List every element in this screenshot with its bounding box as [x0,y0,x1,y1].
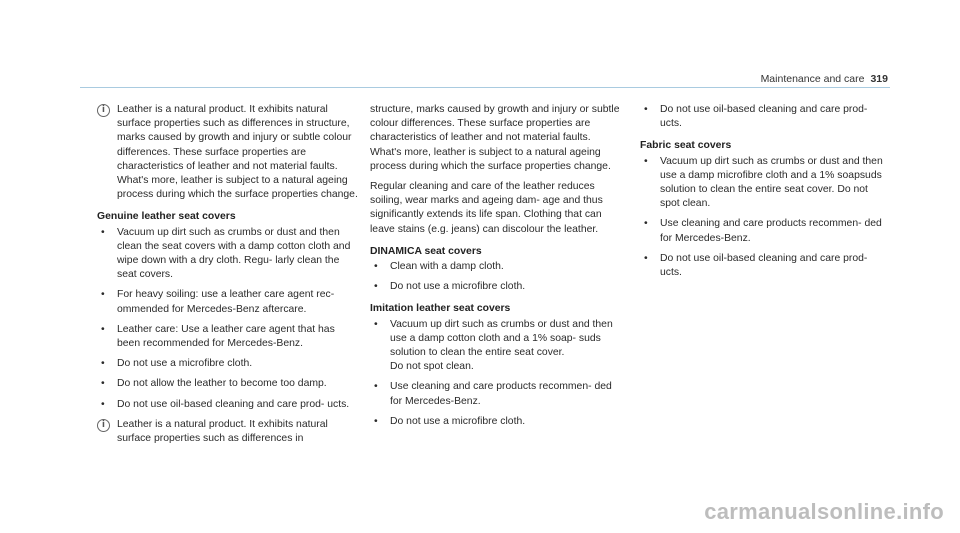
list-item [370,260,622,274]
bullet-icon: • [374,261,378,273]
list-item [370,280,622,294]
list-item-text: Vacuum up dirt such as crumbs or dust and then use a damp microfibre cloth and a 1% soapsuds solution to clean the entire seat cover. Do not spot clean. [660,155,883,210]
section-title: Maintenance and care [760,73,865,85]
list-item [640,217,890,245]
list-item [640,155,890,212]
paragraph: structure, marks caused by growth and injury or subtle colour differences. These surface properties are characteristics of leather and not material faults. What's more, leather is subject to a natural ageing process during which the surface properties change. [370,104,620,172]
column-1 [97,103,359,453]
bullet-icon: • [101,226,105,238]
bullet-icon: • [374,281,378,293]
list-item [640,103,890,131]
list-item-text: Do not use oil-based cleaning and care prod- ucts. [660,104,868,130]
list-item-text: Leather care: Use a leather care agent that has been recommended for Mercedes-Benz. [117,323,335,350]
column-2 [370,103,622,435]
bullet-icon: • [644,218,648,230]
paragraph: Regular cleaning and care of the leather reduces soiling, wear marks and ageing dam- age and thus significantly extends its life span. Clothing that can leave stains (e.g. jeans) can discolour the leather. [370,181,603,235]
list-item [97,323,359,351]
list-item [97,226,359,283]
page-number: 319 [870,73,888,85]
list-item [370,380,622,408]
list-item-text: Do not use a microfibre cloth. [117,358,253,370]
list-item-note: Do not spot clean. [390,361,474,373]
info-icon: i [97,419,110,432]
list-item-text: For heavy soiling: use a leather care agent rec- ommended for Mercedes-Benz aftercare. [117,289,335,315]
list-item [97,398,359,412]
list-item [97,288,359,316]
list-item-text: Use cleaning and care products recommen- ded for Mercedes-Benz. [660,218,882,244]
bullet-icon: • [644,252,648,264]
list-item [97,357,359,371]
section-heading: Genuine leather seat covers [97,211,236,223]
note-text: Leather is a natural product. It exhibits natural surface properties such as differences in structure, marks caused by growth and injury or subtle colour differences. These surface properties are characteristics of leather and not material faults. What's more, leather is subject to a natural ageing process during which the surface properties change. [117,104,358,201]
section-heading: Imitation leather seat covers [370,303,511,315]
list-item-text: Do not use a microfibre cloth. [390,281,526,293]
column-3 [640,103,890,286]
info-icon: i [97,104,110,117]
list-item [370,415,622,429]
bullet-icon: • [101,289,105,301]
bullet-icon: • [644,104,648,115]
bullet-icon: • [374,381,378,393]
list-item-text: Do not use oil-based cleaning and care prod- ucts. [117,398,350,410]
list-item [370,318,622,361]
header-rule [80,87,890,88]
list-item-text: Use cleaning and care products recommen- ded for Mercedes-Benz. [390,381,612,407]
list-item-text: Vacuum up dirt such as crumbs or dust and then use a damp cotton cloth and a 1% soap- suds solution to clean the entire seat cover. [390,318,613,359]
section-heading: DINAMICA seat covers [370,245,482,257]
list-item [640,252,890,280]
bullet-icon: • [101,378,105,390]
bullet-icon: • [374,415,378,427]
list-item [97,377,359,391]
list-item-text: Clean with a damp cloth. [390,261,504,273]
bullet-icon: • [374,318,378,330]
note-block [97,103,359,202]
bullet-icon: • [101,358,105,370]
note-text: Leather is a natural product. It exhibits natural surface properties such as differences in [117,418,328,445]
watermark: carmanualsonline.info [704,499,944,524]
section-heading: Fabric seat covers [640,140,732,152]
list-item-text: Vacuum up dirt such as crumbs or dust and then clean the seat covers with a damp cotton cloth and wipe down with a dry cloth. Regu- larly clean the seat covers. [117,226,351,281]
bullet-icon: • [101,398,105,410]
list-item-text: Do not use a microfibre cloth. [390,415,526,427]
bullet-icon: • [101,323,105,335]
note-block [97,418,359,446]
page-header [761,73,888,85]
list-item-text: Do not allow the leather to become too damp. [117,378,327,390]
bullet-icon: • [644,155,648,167]
list-item-text: Do not use oil-based cleaning and care prod- ucts. [660,252,868,279]
